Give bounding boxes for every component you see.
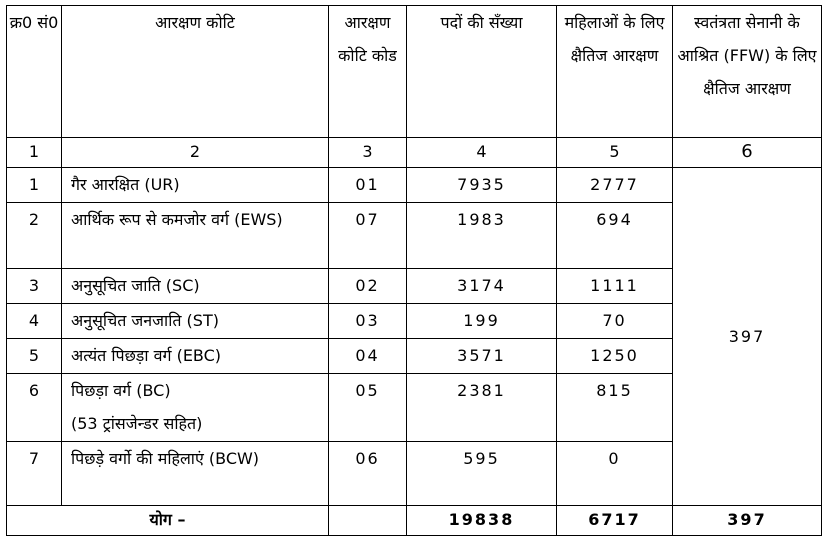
row-sno: 3 <box>7 269 62 304</box>
row-women: 694 <box>557 203 673 269</box>
row-category: अनुसूचित जाति (SC) <box>62 269 329 304</box>
total-row <box>7 506 822 536</box>
row-category: अनुसूचित जनजाति (ST) <box>62 304 329 339</box>
row-sno: 7 <box>7 442 62 506</box>
row-code: 02 <box>329 269 407 304</box>
row-code: 06 <box>329 442 407 506</box>
row-sno: 2 <box>7 203 62 269</box>
column-number: 3 <box>329 138 407 168</box>
row-category: पिछड़ा वर्ग (BC) <box>71 381 171 400</box>
row-code: 03 <box>329 304 407 339</box>
row-posts: 7935 <box>407 168 557 203</box>
ffw-merged-cell: 397 <box>673 168 822 506</box>
row-category-note: (53 ट्रांसजेन्डर सहित) <box>71 414 203 433</box>
header-ffw: स्वतंत्रता सेनानी के आश्रित (FFW) के लिए क्षैतिज आरक्षण <box>673 6 822 138</box>
row-posts: 2381 <box>407 374 557 442</box>
column-number: 1 <box>7 138 62 168</box>
row-sno: 5 <box>7 339 62 374</box>
row-category: पिछड़े वर्गो की महिलाएं (BCW) <box>62 442 329 506</box>
row-posts: 595 <box>407 442 557 506</box>
row-women: 0 <box>557 442 673 506</box>
header-category: आरक्षण कोटि <box>62 6 329 138</box>
row-category-cell <box>62 374 329 442</box>
row-sno: 6 <box>7 374 62 442</box>
total-code-empty <box>329 506 407 536</box>
row-sno: 4 <box>7 304 62 339</box>
column-number-row <box>7 138 822 168</box>
row-category: आर्थिक रूप से कमजोर वर्ग (EWS) <box>62 203 329 269</box>
row-posts: 1983 <box>407 203 557 269</box>
row-category: गैर आरक्षित (UR) <box>62 168 329 203</box>
header-row <box>7 6 822 138</box>
column-number: 6 <box>673 138 822 168</box>
row-code: 05 <box>329 374 407 442</box>
row-code: 04 <box>329 339 407 374</box>
header-code: आरक्षण कोटि कोड <box>329 6 407 138</box>
row-women: 2777 <box>557 168 673 203</box>
row-code: 01 <box>329 168 407 203</box>
total-women: 6717 <box>557 506 673 536</box>
header-sno: क्र0 सं0 <box>7 6 62 138</box>
row-posts: 199 <box>407 304 557 339</box>
total-posts: 19838 <box>407 506 557 536</box>
row-women: 70 <box>557 304 673 339</box>
row-code: 07 <box>329 203 407 269</box>
total-label: योग – <box>7 506 329 536</box>
row-women: 815 <box>557 374 673 442</box>
row-women: 1250 <box>557 339 673 374</box>
row-category: अत्यंत पिछड़ा वर्ग (EBC) <box>62 339 329 374</box>
header-posts: पदों की सँख्या <box>407 6 557 138</box>
header-women: महिलाओं के लिए क्षैतिज आरक्षण <box>557 6 673 138</box>
total-ffw: 397 <box>673 506 822 536</box>
column-number: 2 <box>62 138 329 168</box>
row-posts: 3174 <box>407 269 557 304</box>
reservation-table <box>6 5 822 536</box>
column-number: 5 <box>557 138 673 168</box>
row-women: 1111 <box>557 269 673 304</box>
row-posts: 3571 <box>407 339 557 374</box>
column-number: 4 <box>407 138 557 168</box>
table-row <box>7 168 822 203</box>
row-sno: 1 <box>7 168 62 203</box>
